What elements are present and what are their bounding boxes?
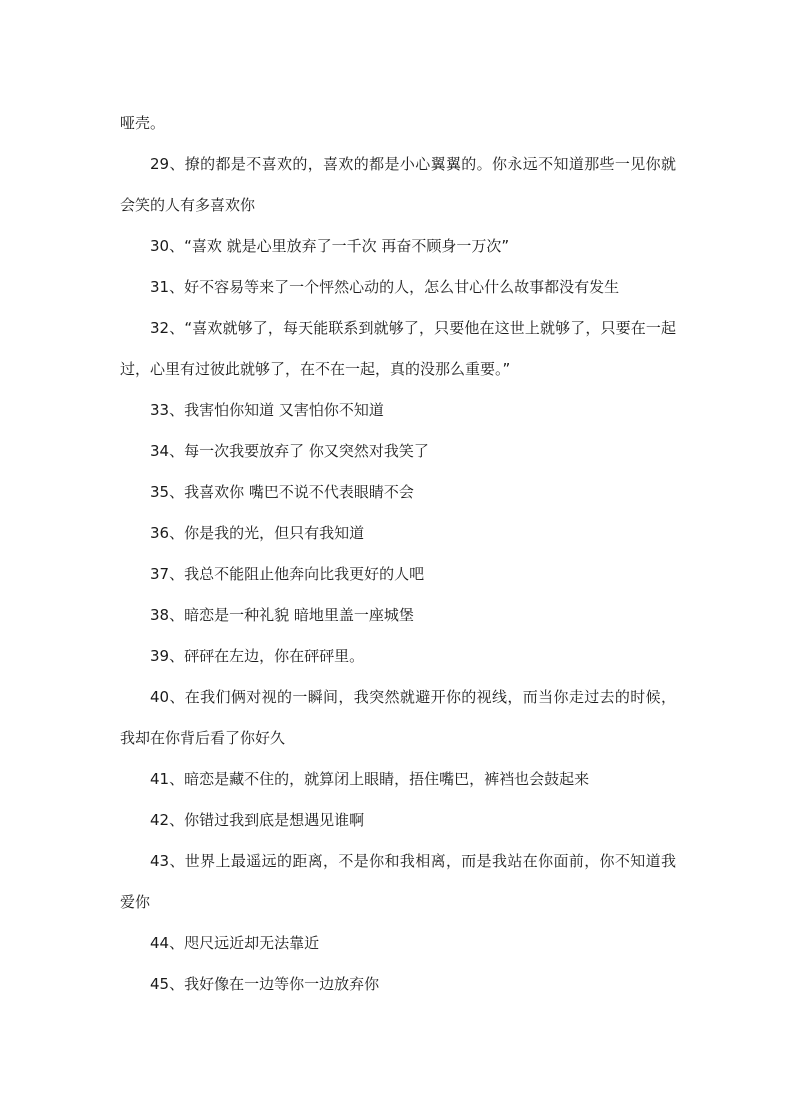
paragraph-31: 31、好不容易等来了一个怦然心动的人，怎么甘心什么故事都没有发生 <box>150 278 620 296</box>
paragraph-34: 34、每一次我要放弃了 你又突然对我笑了 <box>150 442 429 460</box>
paragraph-37: 37、我总不能阻止他奔向比我更好的人吧 <box>150 565 425 583</box>
paragraph-30: 30、“喜欢 就是心里放弃了一千次 再奋不顾身一万次” <box>150 237 510 255</box>
paragraph-36: 36、你是我的光，但只有我知道 <box>150 524 365 542</box>
paragraph-33: 33、我害怕你知道 又害怕你不知道 <box>150 401 384 419</box>
paragraph-40: 40、在我们俩对视的一瞬间，我突然就避开你的视线，而当你走过去的时候，我却在你背后看了你好久 <box>120 688 676 747</box>
paragraph-39: 39、砰砰在左边，你在砰砰里。 <box>150 647 365 665</box>
paragraph-44: 44、咫尺远近却无法靠近 <box>150 934 320 952</box>
paragraph-32: 32、“喜欢就够了，每天能联系到就够了，只要他在这世上就够了，只要在一起过，心里有过彼此就够了，在不在一起，真的没那么重要。” <box>120 319 676 378</box>
paragraph-35: 35、我喜欢你 嘴巴不说不代表眼睛不会 <box>150 483 414 501</box>
paragraph-42: 42、你错过我到底是想遇见谁啊 <box>150 811 365 829</box>
paragraph-38: 38、暗恋是一种礼貌 暗地里盖一座城堡 <box>150 606 414 624</box>
document-body <box>120 103 676 1005</box>
paragraph-41: 41、暗恋是藏不住的，就算闭上眼睛，捂住嘴巴，裤裆也会鼓起来 <box>150 770 590 788</box>
paragraph-0: 哑壳。 <box>120 114 166 132</box>
paragraph-45: 45、我好像在一边等你一边放弃你 <box>150 975 380 993</box>
paragraph-29: 29、撩的都是不喜欢的，喜欢的都是小心翼翼的。你永远不知道那些一见你就会笑的人有多喜欢你 <box>120 155 676 214</box>
paragraph-43: 43、世界上最遥远的距离，不是你和我相离，而是我站在你面前，你不知道我爱你 <box>120 852 676 911</box>
